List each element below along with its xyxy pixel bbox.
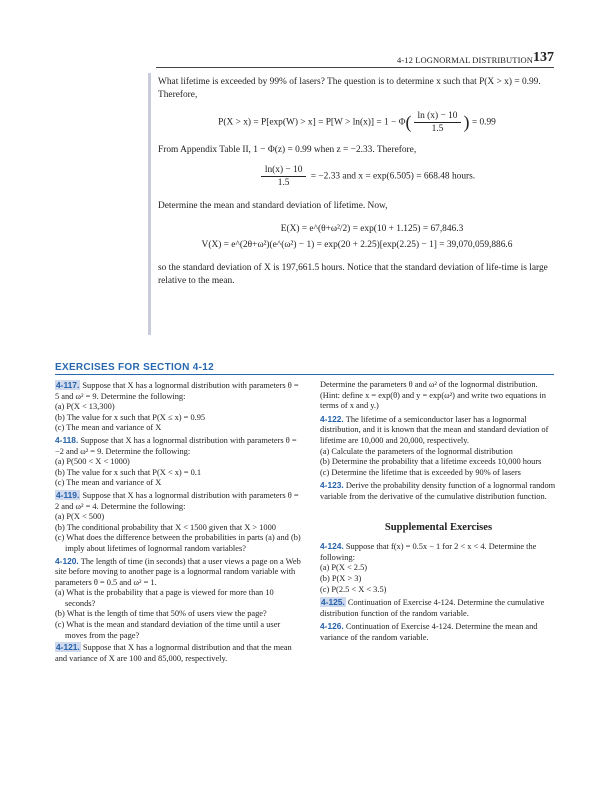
exercise-text: Derive the probability density function of a lognormal random variable from the derivative of the cumulative distribution function.: [320, 481, 556, 501]
exercise-number: 4-126.: [320, 621, 344, 632]
equation-2: [178, 165, 556, 188]
exercise-text: Suppose that X has a lognormal distribution with parameters θ = −2 and ω² = 9. Determine the following:: [55, 435, 297, 456]
exercise-4-120: [55, 556, 302, 642]
exercise-part: (c) Determine the lifetime that is exceeded by 90% of lasers: [320, 467, 521, 477]
example-intro: What lifetime is exceeded by 99% of lasers? The question is to determine x such that P(X > x) = 0.99. Therefore,: [158, 77, 541, 100]
eq2-numerator: ln(x) − 10: [261, 165, 307, 177]
exercise-part: (b) What is the length of time that 50% of users view the page?: [55, 609, 267, 619]
exercise-part: (b) P(X > 3): [320, 573, 362, 583]
exercise-4-119: [55, 490, 302, 555]
exercise-part: (b) The conditional probability that X < 1500 given that X > 1000: [55, 522, 276, 532]
exercise-part: (a) What is the probability that a page is viewed for more than 10 seconds?: [55, 588, 274, 608]
appendix-text: From Appendix Table II, 1 − Φ(z) = 0.99 when z = −2.33. Therefore,: [158, 145, 417, 155]
exercise-part: (a) P(500 < X < 1000): [55, 457, 130, 467]
exercise-part: (c) P(2.5 < X < 3.5): [320, 584, 387, 594]
exercise-4-121-continued: Determine the parameters θ and ω² of the lognormal distribution. (Hint: define x = exp(θ) and y = exp(ω²) and write two equations in terms of x and y.): [320, 380, 546, 411]
eq1-numerator: ln (x) − 10: [414, 111, 462, 123]
exercise-4-122: [320, 414, 557, 479]
exercise-part: (a) P(X < 500): [55, 512, 105, 522]
exercises-right-column: [320, 380, 557, 644]
exercise-4-126: [320, 621, 557, 643]
page-header: [0, 52, 609, 66]
running-title: 4-12 LOGNORMAL DISTRIBUTION: [396, 55, 533, 65]
exercise-number: 4-119.: [56, 489, 80, 500]
exercise-part: (c) The mean and variance of X: [55, 478, 162, 488]
exercise-number: 4-124.: [320, 541, 344, 552]
exercise-part: (b) The value for x such that P(X ≤ x) = 0.95: [55, 412, 206, 422]
exercise-text: The length of time (in seconds) that a user views a page on a Web site before moving to another page is a lognormal random variable with parameters θ = 0.5 and ω² = 1.: [55, 556, 301, 587]
page-number: 137: [533, 50, 554, 65]
eq2-denominator: 1.5: [277, 177, 290, 188]
exercise-4-125: [320, 597, 557, 619]
exercise-4-124: [320, 541, 557, 595]
eq2-right: = −2.33 and x = exp(6.505) = 668.48 hours.: [310, 171, 476, 182]
exercise-4-123: [320, 480, 557, 502]
eq1-fraction: [414, 111, 462, 134]
exercise-part: (c) What is the mean and standard deviation of the time until a user moves from the page?: [55, 620, 281, 640]
exercise-number: 4-125.: [321, 597, 345, 608]
exercise-part: (c) What does the difference between the probabilities in parts (a) and (b) imply about lifetimes of lognormal random variables?: [55, 533, 301, 553]
example-conclusion: so the standard deviation of X is 197,661.5 hours. Notice that the standard deviation of life-time is large relative to the mean.: [158, 263, 548, 286]
exercise-part: (a) P(X < 2.5): [320, 563, 368, 573]
eq2-fraction: [261, 165, 307, 188]
exercise-text: The lifetime of a semiconductor laser has a lognormal distribution, and it is known that the mean and standard deviation of lifetime are 10,000 and 20,000, respectively.: [320, 414, 549, 445]
exercise-4-118: [55, 435, 302, 489]
exercise-number: 4-118.: [55, 434, 79, 445]
exercises-left-column: [55, 380, 302, 665]
exercise-part: (c) The mean and variance of X: [55, 423, 162, 433]
supplemental-heading: Supplemental Exercises: [384, 521, 493, 533]
equation-4: V(X) = e^(2θ+ω²)(e^(ω²) − 1) = exp(20 + 2.25)[exp(2.25) − 1] = 39,070,059,886.6: [201, 240, 513, 250]
exercise-number: 4-120.: [55, 555, 79, 566]
exercise-number: 4-121.: [56, 642, 80, 653]
exercise-part: (b) The value for x such that P(X < x) = 0.1: [55, 467, 202, 477]
exercise-4-117: [55, 380, 302, 434]
exercise-text: Suppose that X has a lognormal distribution and that the mean and variance of X are 100 and 85,000, respectively.: [55, 643, 292, 663]
exercise-text: Suppose that X has a lognormal distribution with parameters θ = 2 and ω² = 4. Determine the following:: [55, 490, 299, 511]
mean-intro: Determine the mean and standard deviation of lifetime. Now,: [158, 200, 388, 211]
exercise-number: 4-123.: [320, 480, 344, 491]
exercise-4-121: [55, 642, 302, 664]
exercise-text: Continuation of Exercise 4-124. Determine the mean and variance of the random variable.: [320, 622, 538, 642]
exercise-number: 4-122.: [320, 413, 344, 424]
exercise-part: (a) Calculate the parameters of the lognormal distribution: [320, 446, 513, 456]
exercise-part: (b) Determine the probability that a lifetime exceeds 10,000 hours: [320, 457, 542, 467]
equation-1: P(X > x) = P[exp(W) > x] = P[W > ln(x)] = 1 − Φ( $\frac{\ln (x) - 10}{1.5}$ ) = 0.99: [218, 111, 496, 134]
exercise-part: (a) P(X < 13,300): [55, 402, 115, 412]
eq1-denominator: 1.5: [431, 124, 444, 134]
exercise-text: Suppose that f(x) = 0.5x − 1 for 2 < x < 4. Determine the following:: [320, 542, 537, 562]
section-heading: EXERCISES FOR SECTION 4-12: [55, 362, 214, 373]
exercise-text: Continuation of Exercise 4-124. Determine the cumulative distribution function of the random variable.: [320, 598, 545, 618]
exercise-text: Suppose that X has a lognormal distribution with parameters θ = 5 and ω² = 9. Determine the following:: [55, 381, 299, 401]
eq1-right: = 0.99: [471, 117, 496, 128]
section-rule: [55, 374, 554, 375]
equation-3: E(X) = e^(θ+ω²/2) = exp(10 + 1.125) = 67,846.3: [280, 224, 464, 234]
exercise-number: 4-117.: [56, 380, 80, 390]
example-box: [158, 68, 556, 287]
eq1-left: P(X > x) = P[exp(W) > x] = P[W > ln(x)] = 1 − Φ: [218, 117, 406, 128]
example-side-bar: [148, 73, 151, 335]
